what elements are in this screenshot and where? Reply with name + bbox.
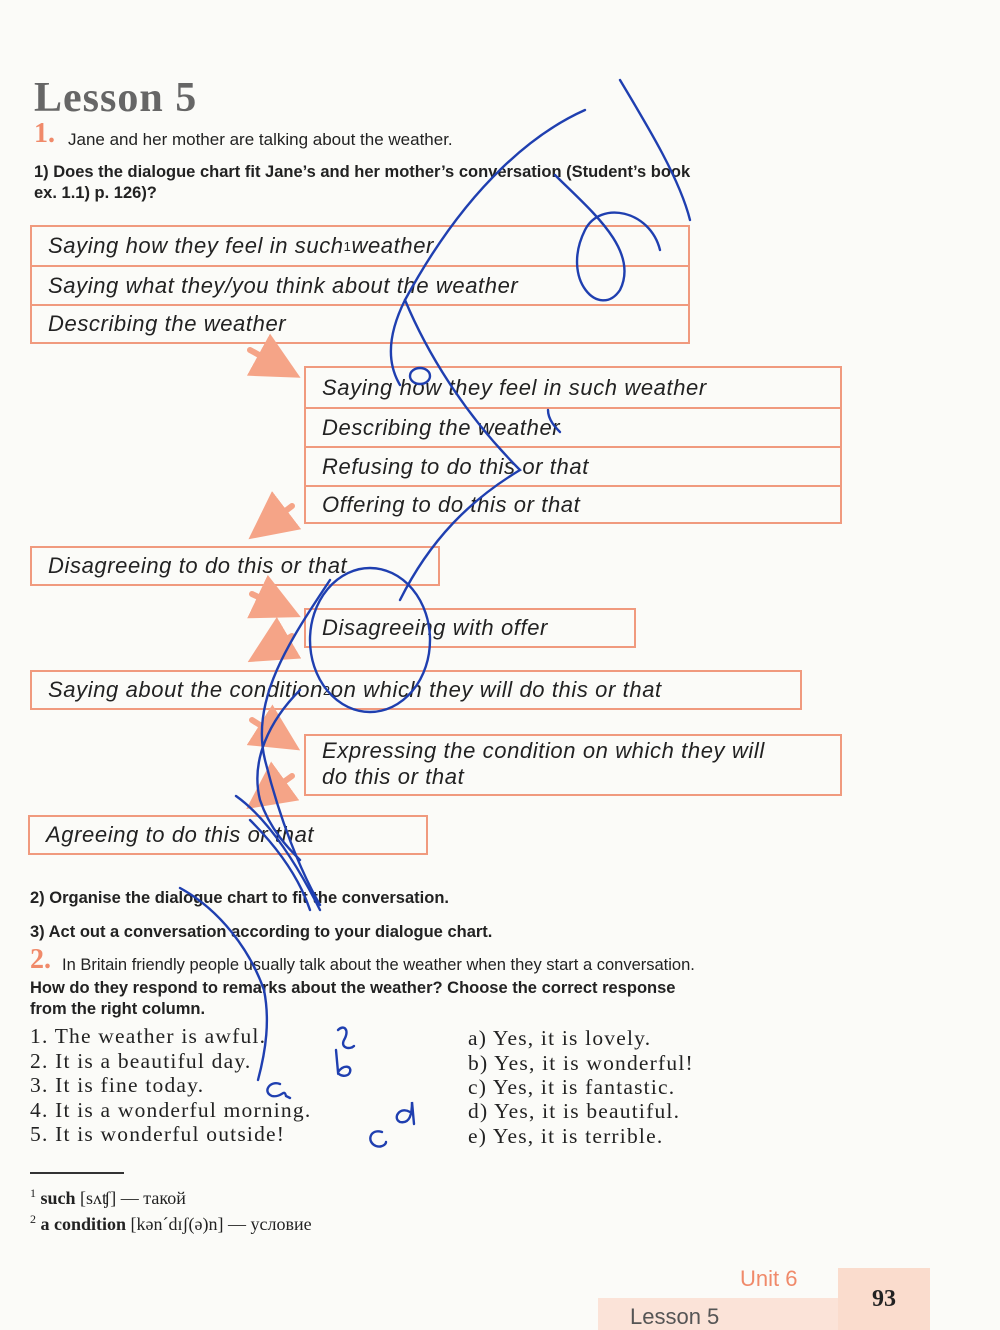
arrow-icon [256, 776, 292, 802]
chart-row-text-after: weather [351, 233, 434, 258]
handwritten-answer-a [267, 1083, 290, 1098]
dialogue-chart-box-e [30, 670, 802, 710]
arrow-icon [252, 594, 290, 612]
arrow-icon [252, 720, 290, 744]
footer-unit-label: Unit 6 [740, 1266, 798, 1291]
chart-row-text: Saying how they feel in such [48, 233, 344, 258]
footnote-2 [30, 1212, 312, 1235]
remark-2: 2. It is a beautiful day. [30, 1049, 252, 1073]
dialogue-chart-box-a [30, 225, 690, 344]
footer-lesson-label: Lesson 5 [630, 1304, 720, 1329]
chart-row [306, 446, 840, 485]
handwritten-answer-b [336, 1050, 350, 1076]
remark-1: 1. The weather is awful. [30, 1024, 267, 1048]
exercise-1-question-1-line-2: ex. 1.1) p. 126)? [34, 184, 157, 202]
footnote-1 [30, 1186, 186, 1209]
exercise-1-number: 1. [34, 118, 55, 149]
arrow-icon [258, 506, 292, 532]
chart-row-text: Saying how they feel in such weather [322, 374, 707, 400]
chart-row-text: Describing the weather [322, 414, 561, 440]
footnote-2-word: a condition [40, 1214, 127, 1234]
remark-4: 4. It is a wonderful morning. [30, 1098, 312, 1122]
chart-row-text-line-1: Expressing the condition on which they will [322, 738, 765, 763]
chart-row-text: Agreeing to do this or that [46, 822, 315, 847]
chart-row-text: Describing the weather [48, 311, 287, 336]
exercise-1-question-2: 2) Organise the dialogue chart to fit the conversation. [30, 889, 449, 907]
chart-row [306, 368, 840, 407]
chart-row-text: Disagreeing with offer [322, 615, 548, 640]
pen-stroke [620, 80, 690, 220]
response-d: d) Yes, it is beautiful. [468, 1099, 681, 1123]
chart-row [306, 407, 840, 446]
chart-row-text-after: on which they will do this or that [330, 677, 662, 702]
chart-row-text: Offering to do this or that [322, 491, 581, 517]
response-a: a) Yes, it is lovely. [468, 1026, 652, 1050]
exercise-2-line-1: In Britain friendly people usually talk about the weather when they start a conversation. [62, 956, 695, 974]
response-b: b) Yes, it is wonderful! [468, 1051, 694, 1075]
chart-row [32, 265, 688, 304]
exercise-2-line-2: How do they respond to remarks about the weather? Choose the correct response [30, 979, 676, 997]
chart-row-text: Saying about the condition [48, 677, 323, 702]
footnote-1-transcription: [sʌʧ] [80, 1188, 117, 1208]
exercise-1-question-1-line-1: 1) Does the dialogue chart fit Jane’s and her mother’s conversation (Student’s book [34, 163, 691, 181]
chart-row-text: Saying what they/you think about the weather [48, 272, 519, 298]
chart-row [306, 485, 840, 522]
remark-3: 3. It is fine today. [30, 1073, 205, 1097]
chart-row-text-line-2: do this or that [322, 764, 465, 789]
exercise-1-question-3: 3) Act out a conversation according to your dialogue chart. [30, 923, 493, 941]
footnote-divider [30, 1172, 124, 1174]
chart-row [32, 227, 688, 265]
footnote-2-translation: — условие [227, 1214, 312, 1234]
footnote-ref-1: 1 [343, 238, 352, 254]
dialogue-chart-box-b [304, 366, 842, 524]
dialogue-chart-box-d [304, 608, 636, 648]
footnote-ref-2: 2 [322, 682, 331, 698]
footnote-2-number: 2 [30, 1212, 36, 1226]
footnote-1-translation: — такой [120, 1188, 186, 1208]
exercise-1-intro: Jane and her mother are talking about the weather. [68, 130, 453, 149]
arrow-icon [250, 350, 290, 372]
remark-5: 5. It is wonderful outside! [30, 1122, 286, 1146]
chart-row [32, 304, 688, 342]
arrow-icon [258, 636, 292, 656]
response-e: e) Yes, it is terrible. [468, 1124, 664, 1148]
chart-row-text: Refusing to do this or that [322, 453, 589, 479]
chart-row-text: Disagreeing to do this or that [48, 553, 348, 578]
dialogue-chart-box-c [30, 546, 440, 586]
exercise-2-number: 2. [30, 944, 51, 975]
exercise-2-line-3: from the right column. [30, 1000, 206, 1018]
dialogue-chart-box-f [304, 734, 842, 796]
footnote-1-word: such [40, 1188, 76, 1208]
footnote-2-transcription: [kən´dɪʃ(ə)n] [130, 1214, 224, 1234]
page-number: 93 [838, 1268, 930, 1330]
handwritten-answer-d [397, 1102, 414, 1124]
footnote-1-number: 1 [30, 1186, 36, 1200]
handwritten-answer-e [338, 1028, 354, 1048]
response-c: c) Yes, it is fantastic. [468, 1075, 676, 1099]
lesson-title: Lesson 5 [34, 75, 198, 121]
dialogue-chart-box-g [28, 815, 428, 855]
handwritten-answer-c [370, 1131, 386, 1146]
